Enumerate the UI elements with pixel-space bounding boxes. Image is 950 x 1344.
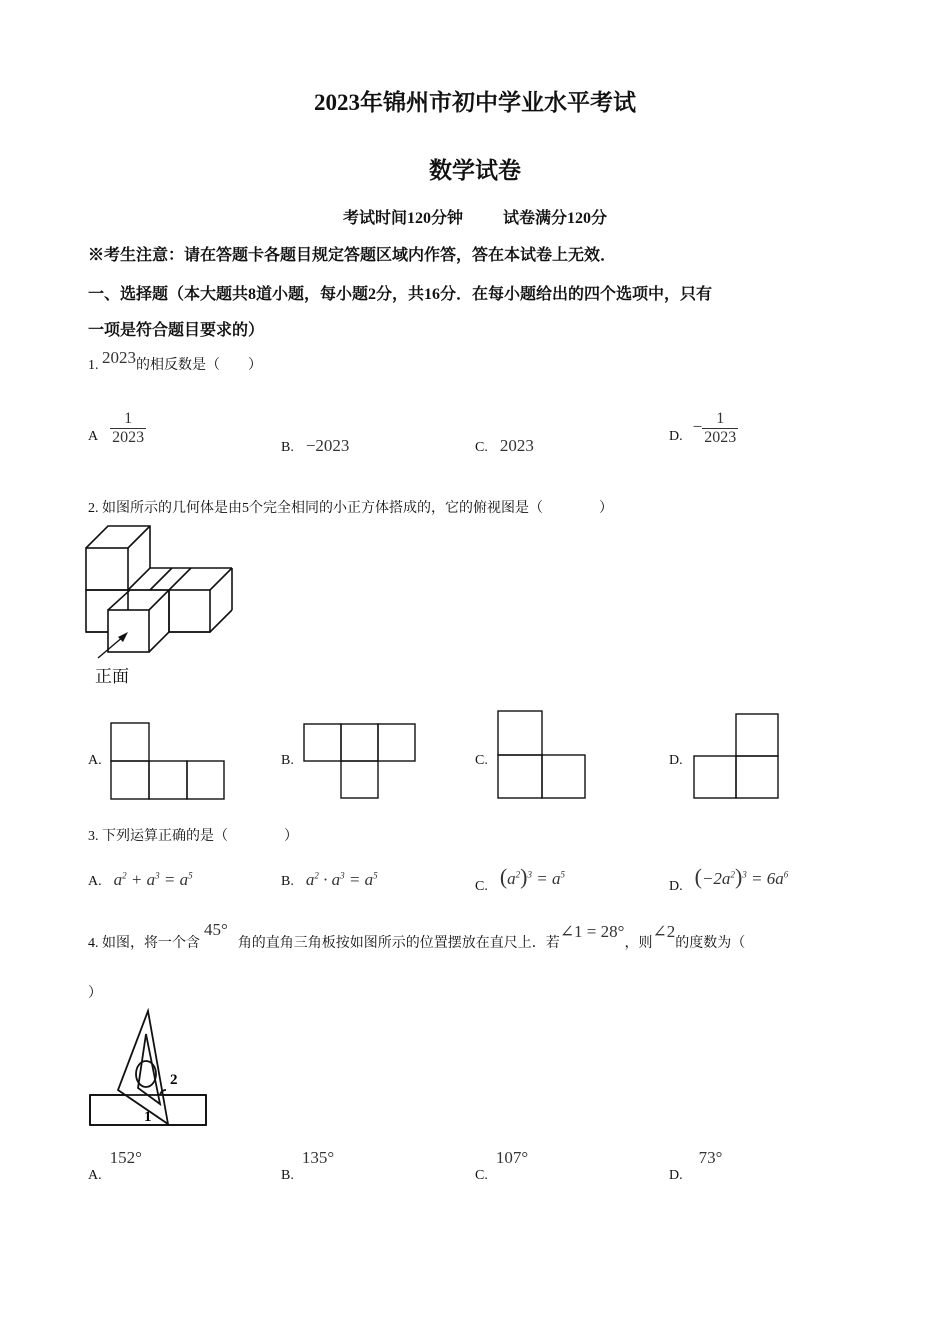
question-4-text-c: ，则 [624, 936, 653, 951]
deg45: 45° [204, 920, 228, 939]
q3-option-b-formula: $a^2 \cdot a^3 = a^5$ [305, 870, 378, 889]
question-1-value: 2023 [102, 348, 136, 367]
q3-option-c[interactable] [475, 864, 565, 894]
option-letter: D. [669, 879, 683, 894]
q1-option-b[interactable] [281, 436, 349, 456]
question-1-text: 的相反数是（ ） [136, 358, 262, 373]
q4-option-b-value: 135° [301, 1148, 335, 1167]
q2-option-a-letter[interactable]: A. [88, 753, 102, 768]
page-subtitle: 数学试卷 [429, 158, 521, 183]
fraction-numerator: 1 [716, 410, 725, 427]
angle1-label: 1 [144, 1109, 152, 1125]
q4-option-d-value: 73° [698, 1148, 723, 1167]
option-letter: D. [669, 429, 683, 445]
question-4-line1 [88, 920, 746, 952]
q1-option-d-fraction [702, 410, 738, 447]
section-heading [88, 277, 868, 349]
q3-option-a-formula: $a^2 + a^3 = a^5$ [113, 870, 193, 889]
exam-notice: ※考生注意：请在答题卡各题目规定答题区域内作答，答在本试卷上无效． [88, 247, 617, 264]
question-4-close: ） [88, 986, 102, 1001]
fraction-numerator: 1 [124, 410, 133, 427]
q1-option-c-value: 2023 [499, 436, 534, 455]
question-3-text: 3. 下列运算正确的是（ ） [88, 829, 298, 844]
q4-option-b[interactable] [281, 1148, 335, 1183]
question-2-text: 2. 如图所示的几何体是由5个完全相同的小正方体搭成的，它的俯视图是（ ） [88, 501, 613, 516]
q1-option-a[interactable] [88, 410, 146, 447]
option-letter: A. [88, 1168, 102, 1183]
question-1-number: 1. [88, 358, 99, 373]
option-letter: B. [281, 440, 294, 455]
q3-option-d-formula: $(-2a^2)^3 = 6a^6$ [694, 864, 789, 889]
q3-option-d[interactable] [669, 864, 789, 894]
q4-triangle-ruler-figure [86, 1008, 214, 1130]
q2-option-b-figure[interactable] [303, 723, 417, 799]
exam-info [0, 205, 950, 228]
q4-option-c[interactable] [475, 1148, 529, 1183]
option-letter: C. [475, 440, 488, 455]
page-title: 2023年锦州市初中学业水平考试 [314, 90, 636, 115]
question-4-text-d: 的度数为（ [675, 936, 746, 951]
option-letter: C. [475, 1168, 488, 1183]
option-letter: A [88, 429, 99, 445]
front-label: 正面 [95, 667, 129, 687]
q2-option-b-letter[interactable]: B. [281, 753, 294, 768]
question-1 [88, 348, 262, 374]
fraction-denominator: 2023 [704, 429, 737, 446]
option-letter: C. [475, 879, 488, 894]
minus-sign: − [692, 417, 703, 437]
q3-option-b[interactable] [281, 870, 378, 890]
q4-option-d[interactable] [669, 1148, 723, 1183]
q4-option-a[interactable] [88, 1148, 142, 1183]
q2-option-c-figure[interactable] [497, 710, 587, 800]
option-letter: A. [88, 874, 102, 889]
question-4-text-a: 4. 如图，将一个含 [88, 936, 200, 951]
q2-option-d-figure[interactable] [693, 713, 781, 801]
angle1-value: ∠1 = 28° [559, 922, 625, 941]
q4-option-c-value: 107° [495, 1148, 529, 1167]
q1-option-a-fraction [110, 410, 146, 447]
q2-option-c-letter[interactable]: C. [475, 753, 488, 768]
section-heading-line1: 一、选择题（本大题共8道小题，每小题2分，共16分．在每小题给出的四个选项中，只有 [88, 286, 713, 303]
q1-option-d[interactable] [669, 410, 738, 447]
q3-option-c-formula: $(a^2)^3 = a^5$ [499, 864, 565, 889]
q2-option-a-figure[interactable] [110, 722, 226, 800]
set-square-triangle [118, 1011, 168, 1124]
q2-option-d-letter[interactable]: D. [669, 753, 683, 768]
q3-option-a[interactable] [88, 870, 193, 890]
option-letter: D. [669, 1168, 683, 1183]
q4-option-a-value: 152° [109, 1148, 142, 1167]
exam-time: 考试时间120分钟 [342, 210, 463, 227]
option-letter: B. [281, 874, 294, 889]
q1-option-c[interactable] [475, 436, 534, 456]
exam-score: 试卷满分120分 [503, 210, 608, 227]
question-4-text-b: 角的直角三角板按如图所示的位置摆放在直尺上．若 [237, 936, 560, 951]
angle2-symbol: ∠2 [652, 922, 676, 941]
section-heading-line2: 一项是符合题目要求的） [88, 322, 265, 339]
q1-option-b-value: −2023 [305, 436, 350, 455]
angle2-label: 2 [170, 1072, 178, 1088]
fraction-denominator: 2023 [112, 429, 145, 446]
option-letter: B. [281, 1168, 294, 1183]
